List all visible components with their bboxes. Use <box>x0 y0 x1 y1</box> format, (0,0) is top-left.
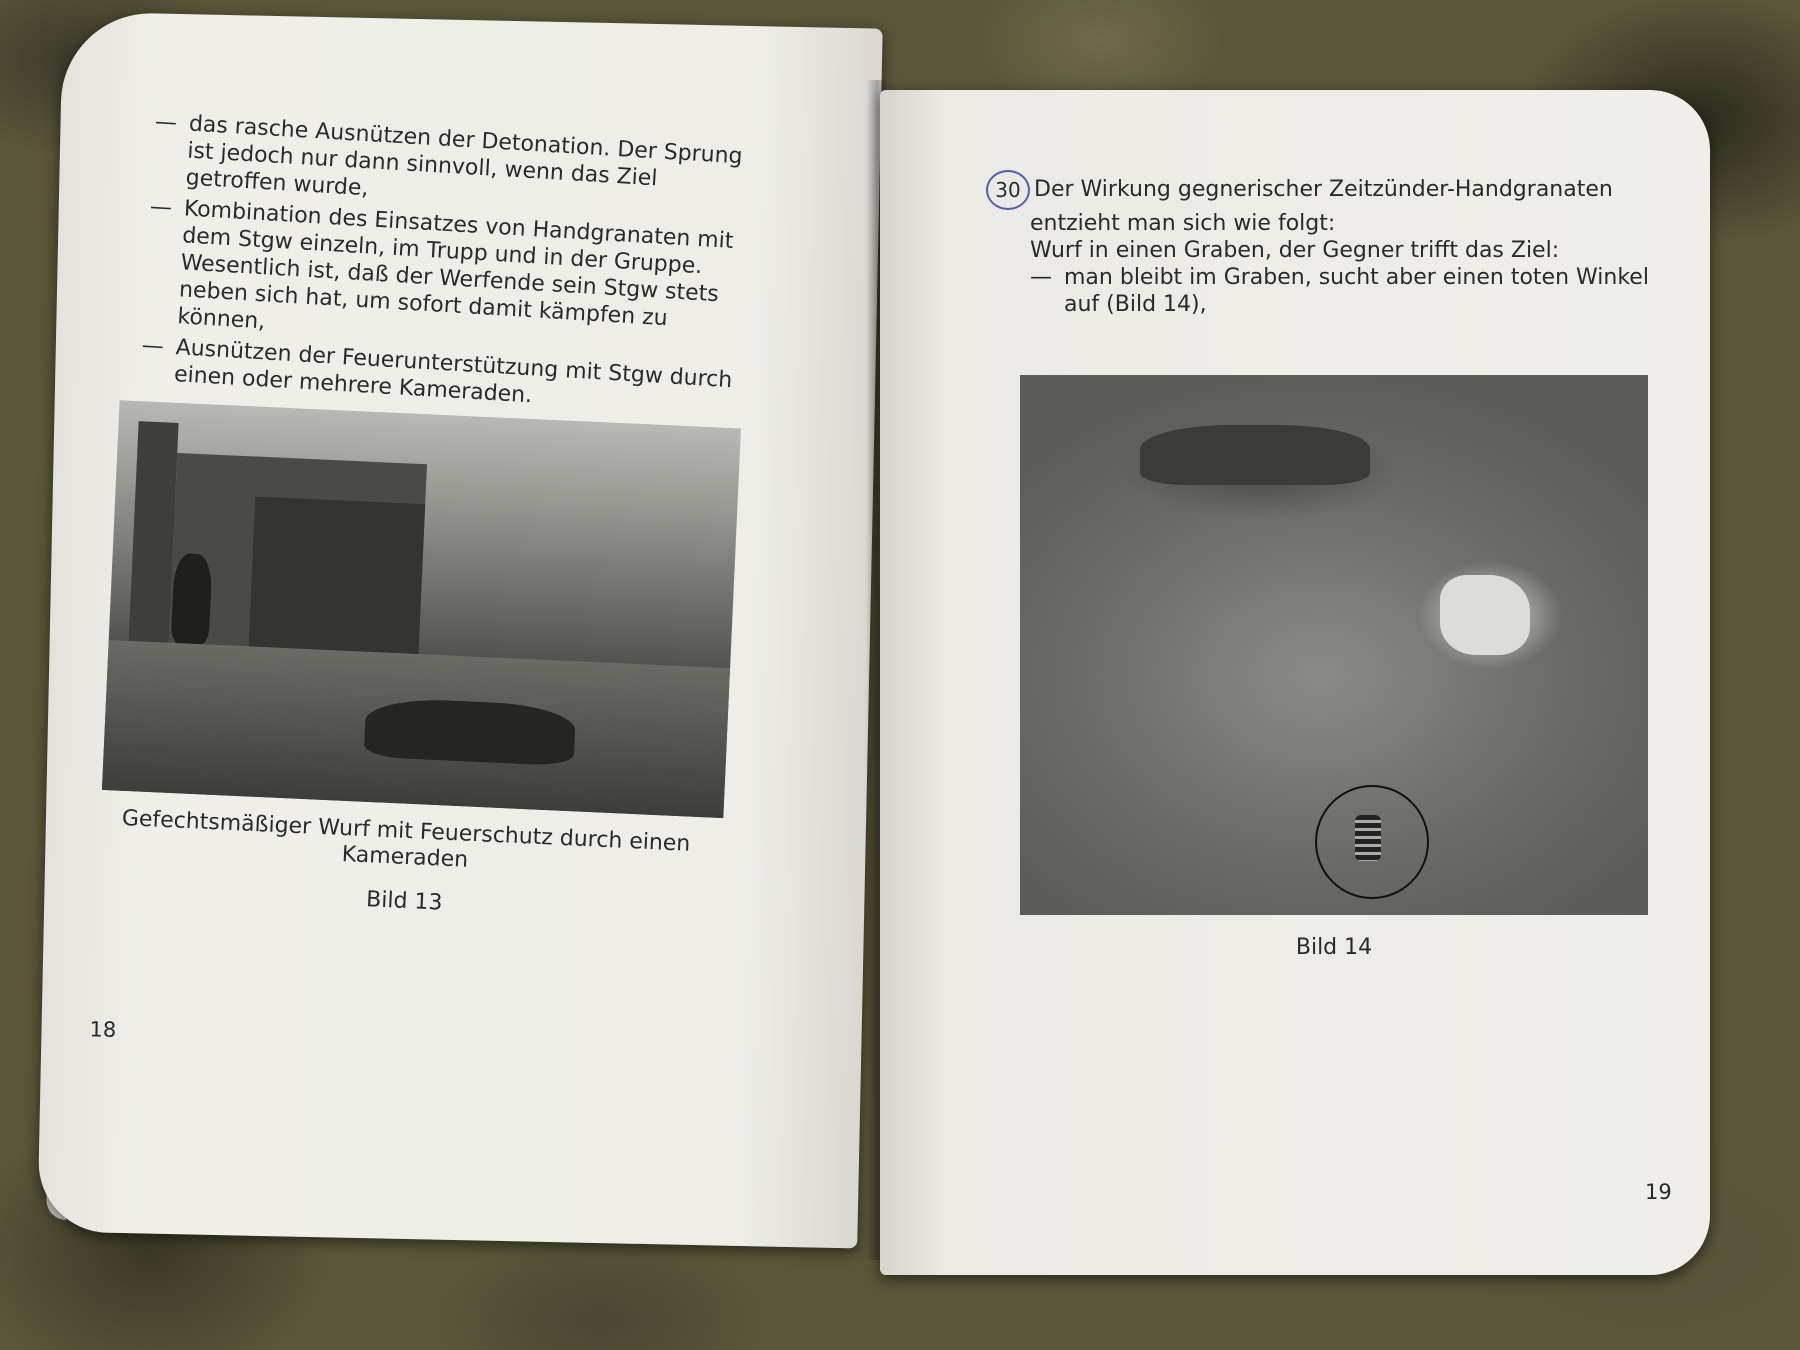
rock <box>1440 575 1530 655</box>
figure-label-13: Bild 13 <box>365 887 443 916</box>
photo-bild-13 <box>102 400 741 818</box>
left-page <box>37 12 882 1249</box>
list-item: — Kombination des Einsatzes von Handgranaten mit dem Stgw einzeln, im Trupp und in der Gruppe. Wesentlich ist, daß der Werfende sein Stgw stets neben sich hat, um sofort damit kämpfen zu können, <box>149 194 735 335</box>
section-number: 30 <box>986 170 1030 210</box>
photo-bild-14 <box>1020 375 1648 915</box>
soldier-throwing <box>171 553 213 645</box>
page-number-right: 19 <box>1645 1180 1672 1204</box>
right-text-block <box>995 170 1660 322</box>
grenade-icon <box>1355 815 1381 861</box>
page-number-left: 18 <box>89 1017 117 1042</box>
soldier-in-trench <box>1140 425 1370 485</box>
caption-bild-13: Gefechtsmäßiger Wurf mit Feuerschutz durch einen Kameraden <box>121 806 691 873</box>
list-item: — das rasche Ausnützen der Detonation. Der Sprung ist jedoch nur dann sinnvoll, wenn das Ziel getroffen wurde, <box>154 109 744 202</box>
section-intro: 30 Der Wirkung gegnerischer Zeitzünder-Handgranaten entzieht man sich wie folgt: <box>1030 170 1660 237</box>
right-page <box>880 90 1710 1275</box>
ruin-wall <box>249 497 426 655</box>
left-text-block <box>139 109 765 427</box>
subhead: Wurf in einen Graben, der Gegner trifft das Ziel: <box>1030 238 1560 263</box>
list-item: — Ausnützen der Feuerunterstützung mit Stgw durch einen oder mehrere Kameraden. <box>141 333 733 409</box>
figure-label-14: Bild 14 <box>1295 935 1373 960</box>
list-item: — man bleibt im Graben, sucht aber einen toten Winkel auf (Bild 14), <box>1030 265 1649 317</box>
